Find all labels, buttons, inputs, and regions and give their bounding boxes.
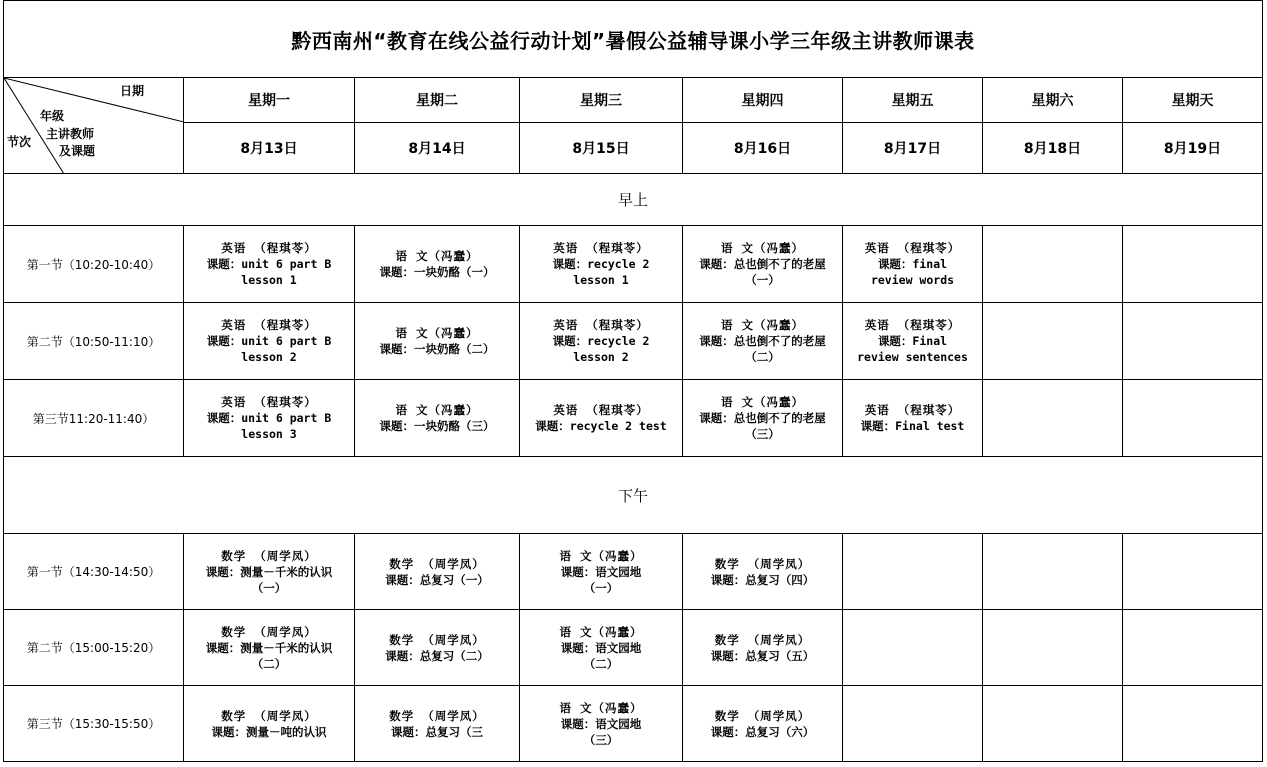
lesson-topic-line: （一） [745, 273, 780, 287]
lesson-topic-line: 课题：测量－吨的认识 [211, 724, 327, 739]
lesson-cell[interactable] [184, 686, 355, 762]
lesson-topic-line: 课题：测量－千米的认识 [205, 640, 333, 655]
lesson-topic-line: 课题：recycle 2 [552, 257, 650, 271]
lesson-topic-line: 课题：总复习（四） [710, 572, 815, 587]
lesson-topic-line: 课题：unit 6 part B [206, 334, 332, 348]
empty-lesson-cell[interactable] [843, 610, 983, 686]
period-time-cell: 第三节11:20-11:40） [4, 380, 184, 457]
period-time-cell: 第二节（10:50-11:10） [4, 303, 184, 380]
weekday-header: 星期天 [1123, 78, 1263, 123]
lesson-content [184, 548, 354, 596]
lesson-topic-line: 课题：总复习（三 [391, 724, 483, 739]
sheet-bottom-strip [0, 761, 1267, 767]
corner-topic-label: 及课题 [59, 144, 96, 158]
lesson-content [683, 240, 842, 288]
date-header-row [4, 123, 1263, 174]
lesson-content [184, 317, 354, 365]
lesson-cell[interactable] [184, 380, 355, 457]
lesson-cell[interactable] [843, 303, 983, 380]
lesson-subject-teacher: 数学 （周学凤） [221, 624, 317, 639]
lesson-content [520, 624, 682, 672]
lesson-row [4, 534, 1263, 610]
lesson-subject-teacher: 语 文（冯蠢） [395, 326, 479, 340]
lesson-topic-line: lesson 3 [241, 427, 297, 441]
date-header: 8月14日 [355, 123, 520, 174]
section-label: 下午 [4, 457, 1263, 534]
lesson-topic-line: 课题：测量－千米的认识 [205, 564, 333, 579]
period-time-cell: 第二节（15:00-15:20） [4, 610, 184, 686]
weekday-header: 星期二 [355, 78, 520, 123]
lesson-subject-teacher: 数学 （周学凤） [389, 708, 485, 723]
lesson-content [683, 394, 842, 442]
corner-period-label: 节次 [7, 135, 32, 149]
title-row [4, 1, 1263, 78]
lesson-subject-teacher: 数学 （周学凤） [221, 708, 317, 723]
lesson-cell[interactable] [355, 380, 520, 457]
lesson-topic-line: 课题：语文园地 [560, 564, 642, 579]
lesson-content [355, 632, 519, 664]
lesson-cell[interactable] [355, 686, 520, 762]
lesson-content [520, 700, 682, 748]
lesson-subject-teacher: 数学 （周学凤） [389, 632, 485, 647]
lesson-topic-line: 课题：unit 6 part B [206, 411, 332, 425]
lesson-topic-line: （三） [745, 427, 780, 441]
lesson-topic-line: 课题：总复习（五） [710, 648, 815, 663]
lesson-row [4, 610, 1263, 686]
lesson-content [843, 402, 982, 434]
date-header: 8月19日 [1123, 123, 1263, 174]
date-header: 8月15日 [520, 123, 683, 174]
lesson-cell[interactable] [683, 303, 843, 380]
lesson-subject-teacher: 英语 （程琪苓） [221, 241, 317, 255]
lesson-cell[interactable] [683, 610, 843, 686]
empty-lesson-cell[interactable] [1123, 226, 1263, 303]
lesson-subject-teacher: 语 文（冯蠢） [559, 624, 643, 639]
lesson-topic-line: 课题：语文园地 [560, 640, 642, 655]
lesson-topic-line: review sentences [857, 350, 968, 364]
lesson-cell[interactable] [520, 534, 683, 610]
lesson-subject-teacher: 数学 （周学凤） [389, 556, 485, 571]
lesson-subject-teacher: 英语 （程琪苓） [221, 318, 317, 332]
sheet-right-edge [1263, 0, 1267, 767]
lesson-cell[interactable] [184, 534, 355, 610]
schedule-title: 黔西南州“教育在线公益行动计划”暑假公益辅导课小学三年级主讲教师课表 [4, 1, 1263, 78]
lesson-row [4, 686, 1263, 762]
lesson-topic-line: 课题：recycle 2 test [535, 419, 667, 433]
lesson-content [355, 556, 519, 588]
lesson-topic-line: lesson 1 [241, 273, 297, 287]
empty-lesson-cell[interactable] [983, 534, 1123, 610]
lesson-subject-teacher: 语 文（冯蠢） [721, 241, 804, 255]
lesson-content [355, 402, 519, 434]
empty-lesson-cell[interactable] [983, 610, 1123, 686]
lesson-content [355, 708, 519, 740]
empty-lesson-cell[interactable] [1123, 686, 1263, 762]
lesson-subject-teacher: 语 文（冯蠢） [559, 700, 643, 715]
lesson-topic-line: （二） [745, 350, 780, 364]
weekday-header: 星期一 [184, 78, 355, 123]
empty-lesson-cell[interactable] [983, 380, 1123, 457]
lesson-cell[interactable] [184, 226, 355, 303]
lesson-subject-teacher: 数学 （周学凤） [714, 632, 811, 647]
lesson-topic-line: 课题：一块奶酪（一） [379, 265, 495, 279]
date-header: 8月16日 [683, 123, 843, 174]
lesson-content [520, 317, 682, 365]
lesson-topic-line: 课题：unit 6 part B [206, 257, 332, 271]
corner-date-label: 日期 [120, 84, 145, 98]
lesson-cell[interactable] [520, 686, 683, 762]
lesson-subject-teacher: 英语 （程琪苓） [864, 241, 961, 255]
lesson-topic-line: 课题：总复习（一） [385, 572, 489, 587]
lesson-content [184, 708, 354, 740]
date-header: 8月13日 [184, 123, 355, 174]
lesson-topic-line: 课题：总复习（六） [710, 724, 815, 739]
empty-lesson-cell[interactable] [983, 303, 1123, 380]
schedule-table [3, 0, 1263, 762]
lesson-topic-line: 课题：语文园地 [560, 716, 642, 731]
lesson-subject-teacher: 语 文（冯蠢） [395, 403, 479, 417]
lesson-topic-line: 课题：final [877, 257, 948, 271]
lesson-cell[interactable] [355, 610, 520, 686]
lesson-content [683, 632, 842, 664]
lesson-content [683, 556, 842, 588]
lesson-topic-line: （一） [583, 580, 619, 595]
lesson-cell[interactable] [355, 226, 520, 303]
lesson-subject-teacher: 英语 （程琪苓） [221, 395, 317, 409]
lesson-subject-teacher: 英语 （程琪苓） [864, 318, 961, 332]
lesson-subject-teacher: 语 文（冯蠢） [395, 249, 479, 263]
corner-header-cell [4, 78, 184, 174]
lesson-topic-line: 课题：一块奶酪（二） [379, 342, 495, 356]
lesson-topic-line: 课题：总也倒不了的老屋 [699, 411, 826, 425]
lesson-topic-line: review words [870, 273, 955, 287]
empty-lesson-cell[interactable] [1123, 380, 1263, 457]
lesson-topic-line: 课题：总复习（二） [385, 648, 489, 663]
empty-lesson-cell[interactable] [843, 534, 983, 610]
empty-lesson-cell[interactable] [983, 226, 1123, 303]
lesson-subject-teacher: 英语 （程琪苓） [553, 318, 649, 332]
empty-lesson-cell[interactable] [1123, 610, 1263, 686]
corner-teacher-label: 主讲教师 [46, 127, 95, 141]
empty-lesson-cell[interactable] [983, 686, 1123, 762]
weekday-header: 星期六 [983, 78, 1123, 123]
lesson-topic-line: 课题：Final [877, 334, 948, 348]
lesson-cell[interactable] [355, 303, 520, 380]
empty-lesson-cell[interactable] [843, 686, 983, 762]
empty-lesson-cell[interactable] [1123, 303, 1263, 380]
lesson-cell[interactable] [520, 303, 683, 380]
lesson-cell[interactable] [843, 226, 983, 303]
lesson-content [683, 708, 842, 740]
weekday-header: 星期五 [843, 78, 983, 123]
empty-lesson-cell[interactable] [1123, 534, 1263, 610]
lesson-row [4, 226, 1263, 303]
lesson-cell[interactable] [683, 226, 843, 303]
corner-grade-label: 年级 [40, 109, 65, 123]
lesson-subject-teacher: 英语 （程琪苓） [553, 403, 649, 417]
lesson-cell[interactable] [520, 380, 683, 457]
lesson-row [4, 380, 1263, 457]
lesson-subject-teacher: 数学 （周学凤） [221, 548, 317, 563]
lesson-topic-line: 课题：总也倒不了的老屋 [699, 257, 826, 271]
lesson-cell[interactable] [683, 380, 843, 457]
date-header: 8月18日 [983, 123, 1123, 174]
lesson-topic-line: 课题：recycle 2 [552, 334, 650, 348]
period-time-cell: 第三节（15:30-15:50） [4, 686, 184, 762]
lesson-content [184, 394, 354, 442]
lesson-topic-line: （二） [583, 656, 619, 671]
section-label: 早上 [4, 174, 1263, 226]
lesson-cell[interactable] [520, 226, 683, 303]
lesson-subject-teacher: 英语 （程琪苓） [553, 241, 649, 255]
lesson-cell[interactable] [520, 610, 683, 686]
lesson-topic-line: （三） [583, 732, 619, 747]
lesson-subject-teacher: 数学 （周学凤） [714, 556, 811, 571]
lesson-topic-line: 课题：Final test [860, 419, 965, 433]
period-time-cell: 第一节（10:20-10:40） [4, 226, 184, 303]
period-time-cell: 第一节（14:30-14:50） [4, 534, 184, 610]
lesson-subject-teacher: 语 文（冯蠢） [559, 548, 643, 563]
lesson-topic-line: （二） [251, 656, 287, 671]
lesson-topic-line: lesson 2 [241, 350, 297, 364]
lesson-content [843, 317, 982, 365]
lesson-content [355, 248, 519, 280]
weekday-header-row [4, 78, 1263, 123]
lesson-content [184, 240, 354, 288]
lesson-content [184, 624, 354, 672]
lesson-subject-teacher: 数学 （周学凤） [714, 708, 811, 723]
lesson-content [520, 240, 682, 288]
weekday-header: 星期四 [683, 78, 843, 123]
lesson-subject-teacher: 英语 （程琪苓） [864, 403, 961, 417]
lesson-topic-line: （一） [251, 580, 287, 595]
date-header: 8月17日 [843, 123, 983, 174]
lesson-cell[interactable] [184, 303, 355, 380]
lesson-topic-line: lesson 2 [573, 350, 629, 364]
lesson-cell[interactable] [184, 610, 355, 686]
lesson-content [520, 402, 682, 434]
lesson-topic-line: 课题：一块奶酪（三） [379, 419, 495, 433]
lesson-content [520, 548, 682, 596]
lesson-cell[interactable] [683, 686, 843, 762]
weekday-header: 星期三 [520, 78, 683, 123]
lesson-content [683, 317, 842, 365]
lesson-subject-teacher: 语 文（冯蠢） [721, 395, 804, 409]
lesson-content [355, 325, 519, 357]
section-row [4, 174, 1263, 226]
lesson-row [4, 303, 1263, 380]
section-row [4, 457, 1263, 534]
lesson-topic-line: 课题：总也倒不了的老屋 [699, 334, 826, 348]
lesson-cell[interactable] [683, 534, 843, 610]
lesson-topic-line: lesson 1 [573, 273, 629, 287]
lesson-content [843, 240, 982, 288]
lesson-subject-teacher: 语 文（冯蠢） [721, 318, 804, 332]
lesson-cell[interactable] [355, 534, 520, 610]
lesson-cell[interactable] [843, 380, 983, 457]
